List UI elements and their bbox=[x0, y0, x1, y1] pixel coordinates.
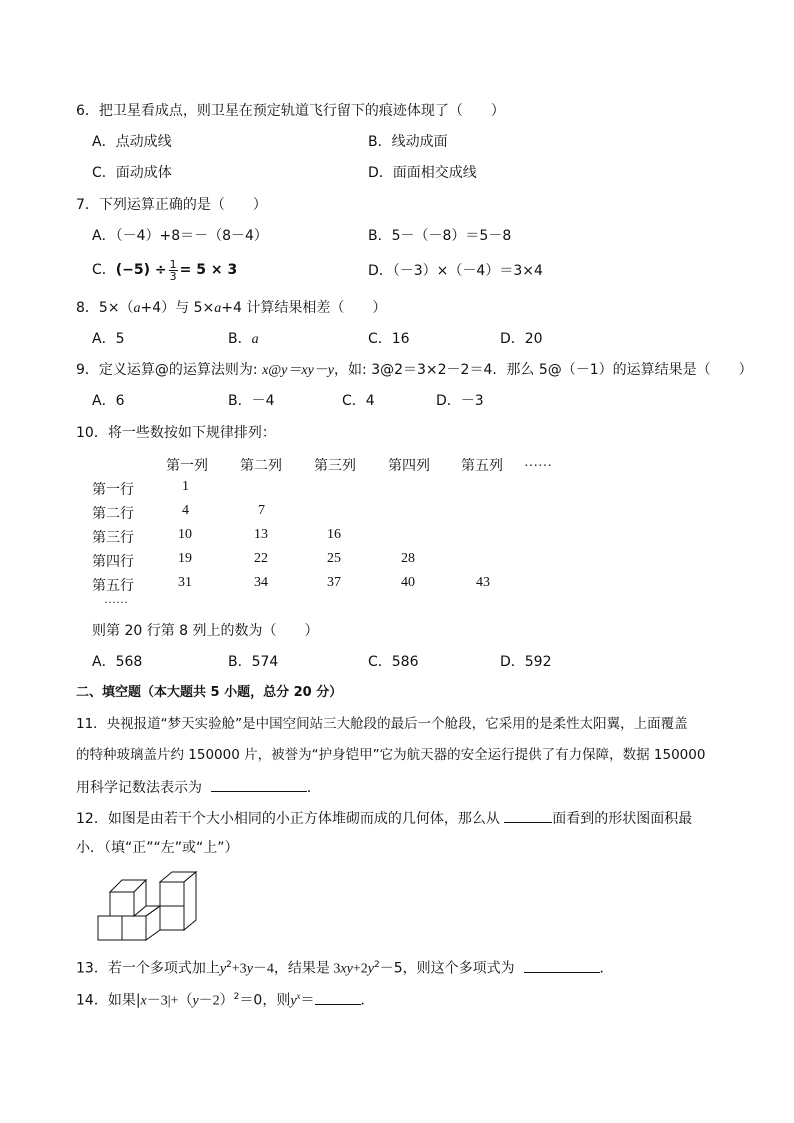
q14-text: －3|+（ bbox=[146, 993, 193, 1009]
q8-stem-part: 8．5×（ bbox=[76, 300, 134, 316]
q9-stem-part: ，如: 3@2＝3×2－2＝4．那么 5@（－1）的运算结果是（ ） bbox=[334, 362, 753, 378]
q8-option-d: D．20 bbox=[500, 331, 543, 347]
q10-question: 则第 20 行第 8 列上的数为（ ） bbox=[92, 623, 319, 639]
q10-col-header-ellipsis: …… bbox=[524, 455, 552, 470]
q10-cell: 40 bbox=[401, 575, 415, 590]
q6-stem: 6．把卫星看成点，则卫星在预定轨道飞行留下的痕迹体现了（ ） bbox=[76, 103, 505, 119]
cube-face bbox=[160, 882, 184, 906]
cube-side bbox=[184, 872, 196, 930]
cube-face bbox=[98, 916, 122, 940]
q10-cell: 22 bbox=[254, 551, 268, 566]
q10-stem: 10．将一些数按如下规律排列： bbox=[76, 425, 276, 441]
q14-var: y bbox=[192, 993, 199, 1009]
cube-face bbox=[110, 892, 134, 916]
q10-row-label: 第四行 bbox=[92, 555, 134, 570]
q10-cell: 19 bbox=[178, 551, 192, 566]
q6-option-d: D．面面相交成线 bbox=[368, 165, 477, 181]
q11-line-1: 11．央视报道“梦天实验舱”是中国空间站三大舱段的最后一个舱段，它采用的是柔性太阳翼，上面覆盖 bbox=[76, 716, 688, 732]
q8-option-a: A．5 bbox=[92, 331, 125, 347]
q8-stem-part: +4）与 5× bbox=[140, 300, 215, 316]
q7-option-c-prefix: C． bbox=[92, 262, 116, 278]
q14-text: ＝0，则 bbox=[239, 992, 291, 1009]
q10-cell: 13 bbox=[254, 527, 268, 542]
q9-stem bbox=[76, 361, 753, 380]
q10-row-label: 第三行 bbox=[92, 531, 134, 546]
q9-option-b: B．－4 bbox=[228, 393, 275, 409]
q8-variable-a: a bbox=[214, 301, 222, 316]
q11-line-2: 的特种玻璃盖片约 150000 片，被誉为“护身铠甲”它为航天器的安全运行提供了有力保障，数据 150000 bbox=[76, 747, 706, 763]
q7-option-c-right: = 5 × 3 bbox=[179, 262, 238, 278]
q10-cell: 16 bbox=[327, 527, 341, 542]
q8-variable-a: a bbox=[133, 301, 141, 316]
q7-option-c bbox=[92, 255, 237, 285]
q9-formula: x@y＝xy－y bbox=[262, 363, 335, 378]
cube-face bbox=[122, 916, 146, 940]
q13-text: +2 bbox=[352, 961, 368, 977]
q6-option-a: A．点动成线 bbox=[92, 134, 172, 150]
q14-text: 14．如果| bbox=[76, 992, 141, 1009]
q8-option-b bbox=[228, 330, 259, 349]
q13-answer-blank[interactable] bbox=[524, 958, 600, 973]
cube-face bbox=[160, 906, 184, 930]
q14-stem bbox=[76, 987, 375, 1011]
q13-var: y bbox=[219, 961, 227, 977]
q10-row-label: 第五行 bbox=[92, 579, 134, 594]
q14-exp: 2 bbox=[233, 992, 240, 1002]
cube-stack-figure bbox=[96, 870, 198, 942]
q10-cell: 34 bbox=[254, 575, 268, 590]
q9-option-c: C．4 bbox=[342, 393, 375, 409]
q10-cell: 43 bbox=[476, 575, 490, 590]
q10-col-header-1: 第一列 bbox=[166, 459, 208, 474]
q10-col-header-5: 第五列 bbox=[461, 459, 503, 474]
q13-end: ． bbox=[599, 960, 614, 977]
q7-stem: 7．下列运算正确的是（ ） bbox=[76, 197, 267, 213]
q7-option-b: B．5－（－8）＝5－8 bbox=[368, 228, 512, 244]
q13-exp: 2 bbox=[373, 960, 380, 970]
q11-line-3 bbox=[76, 777, 321, 797]
q10-option-d: D．592 bbox=[500, 654, 552, 670]
q7-option-a: A．（－4）+8＝－（8－4） bbox=[92, 228, 268, 244]
q13-text: 13．若一个多项式加上 bbox=[76, 960, 220, 977]
q10-col-header-3: 第三列 bbox=[314, 459, 356, 474]
q10-row-ellipsis: …… bbox=[104, 592, 128, 606]
q6-option-b: B．线动成面 bbox=[368, 134, 448, 150]
q13-text: +3 bbox=[231, 961, 247, 977]
q14-end: ． bbox=[360, 992, 375, 1009]
q10-option-a: A．568 bbox=[92, 654, 143, 670]
q12-answer-blank[interactable] bbox=[504, 808, 552, 823]
section-heading: 二、填空题（本大题共 5 小题，总分 20 分） bbox=[76, 685, 343, 700]
q7-fraction-numerator: 1 bbox=[169, 257, 177, 271]
q10-cell: 7 bbox=[258, 503, 265, 518]
q8-stem-part: +4 计算结果相差（ ） bbox=[221, 300, 387, 316]
q12-line-1 bbox=[76, 808, 692, 828]
q10-cell: 4 bbox=[182, 503, 189, 518]
q11-line-3-text: 用科学记数法表示为 bbox=[76, 780, 202, 796]
q14-exp: x bbox=[296, 991, 301, 1001]
q10-cell: 31 bbox=[178, 575, 192, 590]
q14-var: x bbox=[140, 993, 147, 1009]
q8-option-b-variable: a bbox=[251, 332, 259, 347]
q7-fraction-denominator: 3 bbox=[169, 269, 177, 283]
q10-cell: 25 bbox=[327, 551, 341, 566]
q7-option-c-left: (−5) ÷ bbox=[115, 262, 167, 278]
q10-cell: 1 bbox=[182, 479, 189, 494]
q10-cell: 10 bbox=[178, 527, 192, 542]
q10-col-header-2: 第二列 bbox=[240, 459, 282, 474]
q12-line-2: 小．（填“正”“左”或“上”） bbox=[76, 840, 239, 856]
q9-stem-part: 9．定义运算@的运算法则为: bbox=[76, 362, 263, 378]
q10-row-label: 第一行 bbox=[92, 483, 134, 498]
q13-var: y bbox=[367, 961, 374, 977]
q9-option-d: D．－3 bbox=[436, 393, 484, 409]
q10-option-c: C．586 bbox=[368, 654, 419, 670]
q13-var: xy bbox=[340, 961, 353, 977]
q13-text: －5，则这个多项式为 bbox=[379, 960, 515, 977]
q9-option-a: A．6 bbox=[92, 393, 125, 409]
q10-cell: 28 bbox=[401, 551, 415, 566]
q8-stem bbox=[76, 299, 386, 318]
q13-var: y bbox=[246, 961, 253, 977]
q6-option-c: C．面动成体 bbox=[92, 165, 172, 181]
q14-text: ＝ bbox=[300, 992, 315, 1009]
q14-answer-blank[interactable] bbox=[315, 990, 361, 1005]
q7-option-d: D．（－3）×（－4）＝3×4 bbox=[368, 263, 543, 279]
q11-line-3-end: ． bbox=[306, 780, 321, 796]
q12-line-1-text: 12．如图是由若干个大小相同的小正方体堆砌而成的几何体，那么从 bbox=[76, 811, 500, 827]
q14-var: y bbox=[290, 993, 297, 1009]
q8-option-b-prefix: B． bbox=[228, 331, 252, 347]
q10-row-label: 第二行 bbox=[92, 507, 134, 522]
q10-col-header-4: 第四列 bbox=[388, 459, 430, 474]
q11-answer-blank[interactable] bbox=[211, 777, 307, 792]
q13-stem bbox=[76, 956, 614, 979]
q13-text: －4，结果是 3 bbox=[252, 961, 341, 977]
q10-option-b: B．574 bbox=[228, 654, 279, 670]
q8-option-c: C．16 bbox=[368, 331, 410, 347]
q12-line-1-text: 面看到的形状图面积最 bbox=[552, 811, 693, 827]
q13-exp: 2 bbox=[226, 960, 232, 970]
q10-cell: 37 bbox=[327, 575, 341, 590]
q14-text: －2） bbox=[198, 993, 234, 1009]
q7-option-c-fraction bbox=[169, 259, 178, 282]
